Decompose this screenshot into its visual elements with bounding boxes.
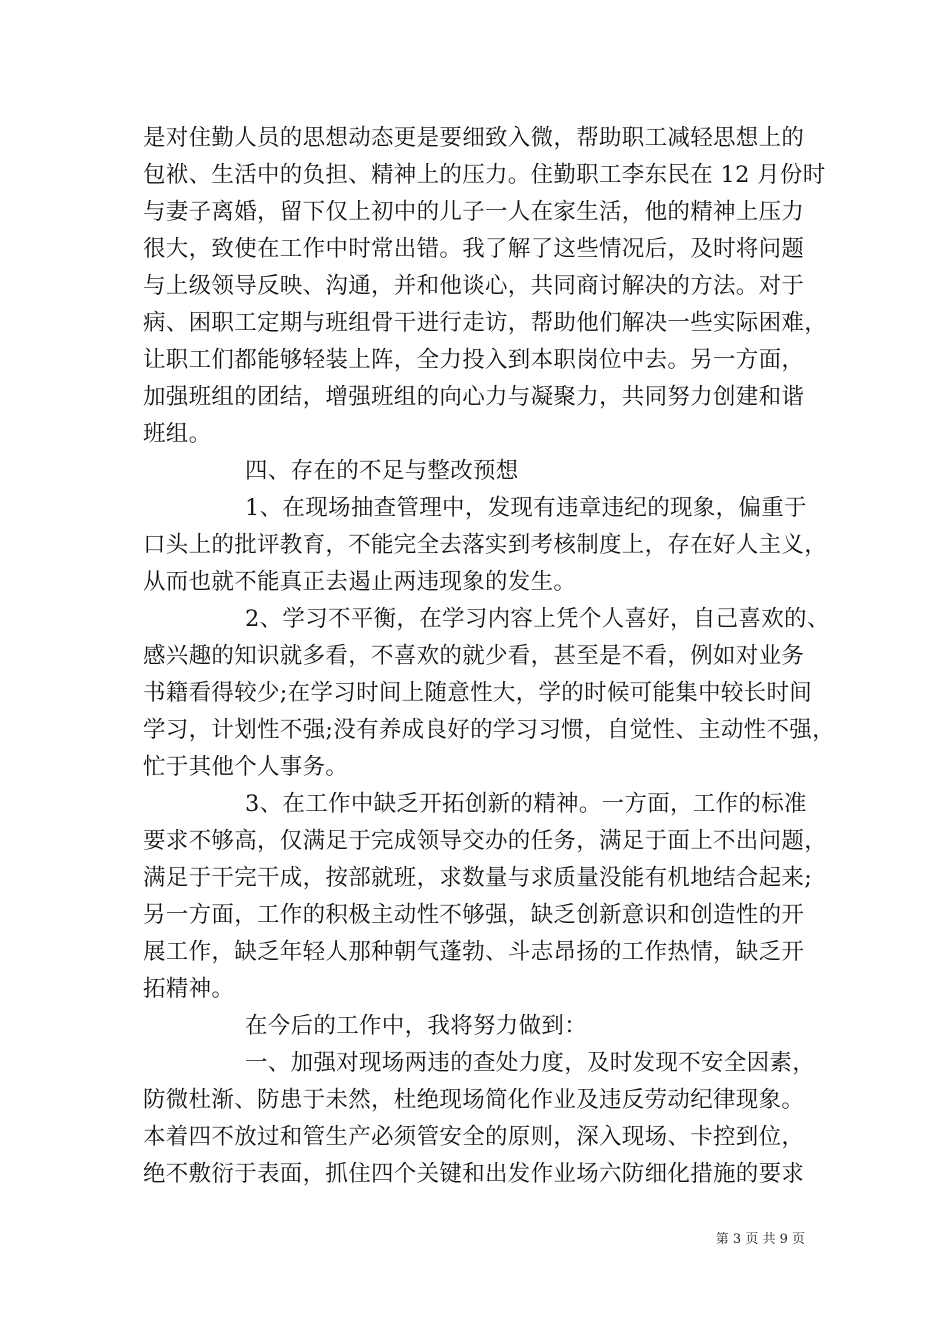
text-line: 忙于其他个人事务。 [143,754,349,780]
text-line: 学习，计划性不强;没有养成良好的学习习惯，自觉性、主动性不强， [143,717,835,743]
text-line: 让职工们都能够轻装上阵，全力投入到本职岗位中去。另一方面， [143,347,805,373]
text-line: 展工作，缺乏年轻人那种朝气蓬勃、斗志昂扬的工作热情，缺乏开 [143,939,805,965]
text-line: 在今后的工作中，我将努力做到： [245,1013,588,1039]
text-line: 感兴趣的知识就多看，不喜欢的就少看，甚至是不看，例如对业务 [143,643,805,669]
text-line: 拓精神。 [143,976,235,1002]
text-line: 包袱、生活中的负担、精神上的压力。住勤职工李东民在 12 月份时 [143,162,826,188]
text-line: 病、困职工定期与班组骨干进行走访，帮助他们解决一些实际困难， [143,310,828,336]
text-line: 与妻子离婚，留下仅上初中的儿子一人在家生活，他的精神上压力 [143,199,805,225]
text-line: 是对住勤人员的思想动态更是要细致入微，帮助职工减轻思想上的 [143,125,805,151]
text-line: 很大，致使在工作中时常出错。我了解了这些情况后，及时将问题 [143,236,805,262]
text-line: 一、加强对现场两违的查处力度，及时发现不安全因素， [245,1050,816,1076]
text-line: 与上级领导反映、沟通，并和他谈心，共同商讨解决的方法。对于 [143,273,805,299]
text-line: 加强班组的团结，增强班组的向心力与凝聚力，共同努力创建和谐 [143,384,805,410]
text-line: 班组。 [143,421,212,447]
text-line: 1、在现场抽查管理中，发现有违章违纪的现象，偏重于 [245,495,807,521]
text-line: 书籍看得较少;在学习时间上随意性大，学的时候可能集中较长时间 [143,680,813,706]
text-line: 防微杜渐、防患于未然，杜绝现场简化作业及违反劳动纪律现象。 [143,1087,805,1113]
text-line: 绝不敷衍于表面，抓住四个关键和出发作业场六防细化措施的要求 [143,1161,805,1187]
page-number-footer: 第 3 页 共 9 页 [715,1232,805,1247]
text-line: 口头上的批评教育，不能完全去落实到考核制度上，存在好人主义， [143,532,828,558]
section-heading: 四、存在的不足与整改预想 [245,458,519,484]
text-line: 本着四不放过和管生产必须管安全的原则，深入现场、卡控到位， [143,1124,805,1150]
text-line: 要求不够高，仅满足于完成领导交办的任务，满足于面上不出问题， [143,828,828,854]
text-line: 从而也就不能真正去遏止两违现象的发生。 [143,569,577,595]
text-line: 2、学习不平衡，在学习内容上凭个人喜好，自己喜欢的、 [245,606,830,632]
text-line: 另一方面，工作的积极主动性不够强，缺乏创新意识和创造性的开 [143,902,805,928]
text-line: 3、在工作中缺乏开拓创新的精神。一方面，工作的标准 [245,791,807,817]
text-line: 满足于干完干成，按部就班，求数量与求质量没能有机地结合起来; [143,865,813,891]
